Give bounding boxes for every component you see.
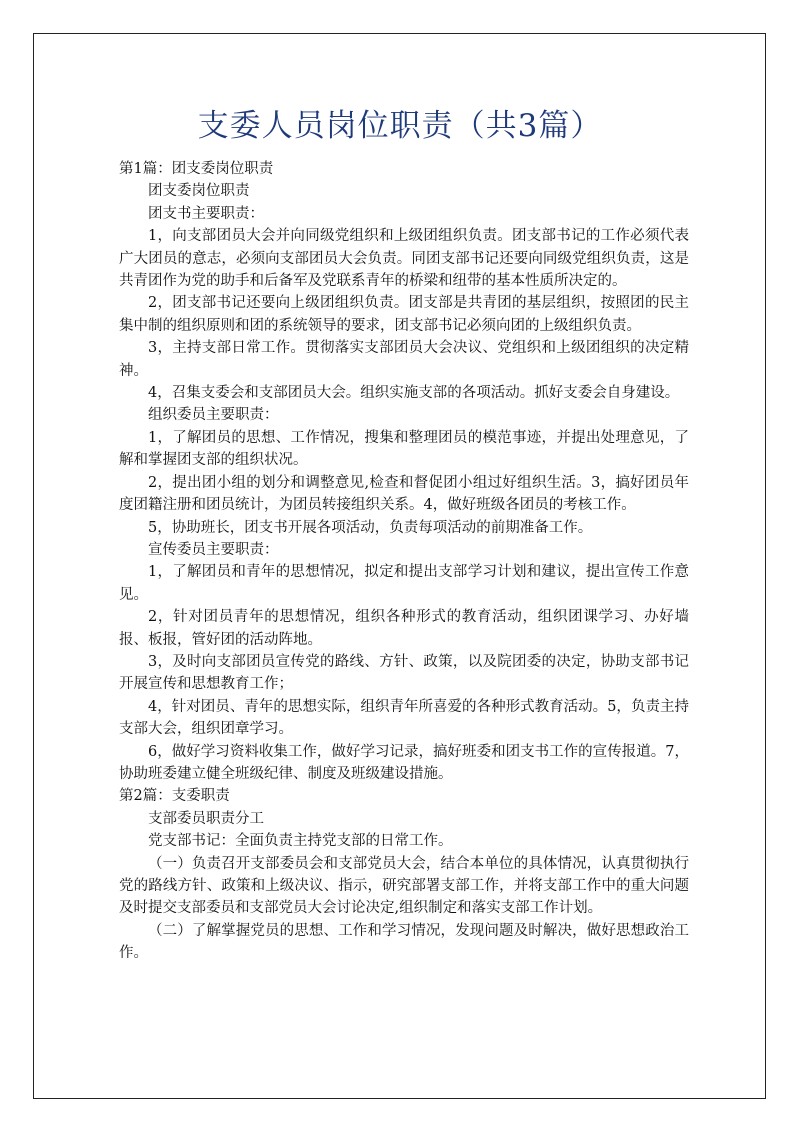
paragraph: 6，做好学习资料收集工作，做好学习记录，搞好班委和团支书工作的宣传报道。7，协助班委建立健全班级纪律、制度及班级建设措施。 [119, 743, 689, 782]
paragraph: 团支委岗位职责 [148, 183, 250, 200]
paragraph: 4，针对团员、青年的思想实际，组织青年所喜爱的各种形式教育活动。5，负责主持支部大会，组织团章学习。 [119, 698, 689, 738]
paragraph: 3，及时向支部团员宣传党的路线、方针、政策，以及院团委的决定，协助支部书记开展宣传和思想教育工作； [119, 653, 689, 693]
section-heading: 第1篇：团支委岗位职责 [119, 161, 274, 177]
paragraph: 4，召集支委会和支部团员大会。组织实施支部的各项活动。抓好支委会自身建设。 [148, 385, 680, 402]
paragraph: 2，针对团员青年的思想情况，组织各种形式的教育活动，组织团课学习、办好墙报、板报，管好团的活动阵地。 [119, 609, 689, 648]
paragraph: 1，向支部团员大会并向同级党组织和上级团组织负责。团支部书记的工作必须代表广大团员的意志，必须向支部团员大会负责。同团支部书记还要向同级党组织负责，这是共青团作为党的助手和后备军及党联系青年的桥梁和纽带的基本性质所决定的。 [119, 228, 689, 290]
document-title: 支委人员岗位职责（共3篇） [197, 108, 603, 144]
document-body [119, 158, 689, 965]
paragraph: 1，了解团员和青年的思想情况，拟定和提出支部学习计划和建议，提出宣传工作意见。 [119, 564, 689, 603]
paragraph: （一）负责召开支部委员会和支部党员大会，结合本单位的具体情况，认真贯彻执行党的路线方针、政策和上级决议、指示，研究部署支部工作，并将支部工作中的重大问题及时提交支部委员和支部党员大会讨论决定,组织制定和落实支部工作计划。 [119, 855, 689, 917]
paragraph: 党支部书记：全面负责主持党支部的日常工作。 [148, 833, 453, 850]
section-heading: 第2篇：支委职责 [119, 788, 230, 805]
paragraph: （二）了解掌握党员的思想、工作和学习情况，发现问题及时解决，做好思想政治工作。 [119, 922, 689, 962]
paragraph: 5，协助班长，团支书开展各项活动，负责每项活动的前期准备工作。 [148, 519, 593, 536]
paragraph: 团支书主要职责： [148, 205, 264, 222]
paragraph: 组织委员主要职责： [148, 407, 279, 424]
paragraph: 3，主持支部日常工作。贯彻落实支部团员大会决议、党组织和上级团组织的决定精神。 [119, 340, 689, 379]
paragraph: 支部委员职责分工 [148, 810, 264, 827]
paragraph: 2，团支部书记还要向上级团组织负责。团支部是共青团的基层组织，按照团的民主集中制的组织原则和团的系统领导的要求，团支部书记必须向团的上级组织负责。 [119, 295, 689, 334]
paragraph: 2，提出团小组的划分和调整意见,检查和督促团小组过好组织生活。3，搞好团员年度团籍注册和团员统计，为团员转接组织关系。4，做好班级各团员的考核工作。 [119, 474, 689, 514]
paragraph: 1，了解团员的思想、工作情况，搜集和整理团员的模范事迹，并提出处理意见，了解和掌握团支部的组织状况。 [119, 429, 689, 469]
paragraph: 宣传委员主要职责： [148, 541, 279, 558]
